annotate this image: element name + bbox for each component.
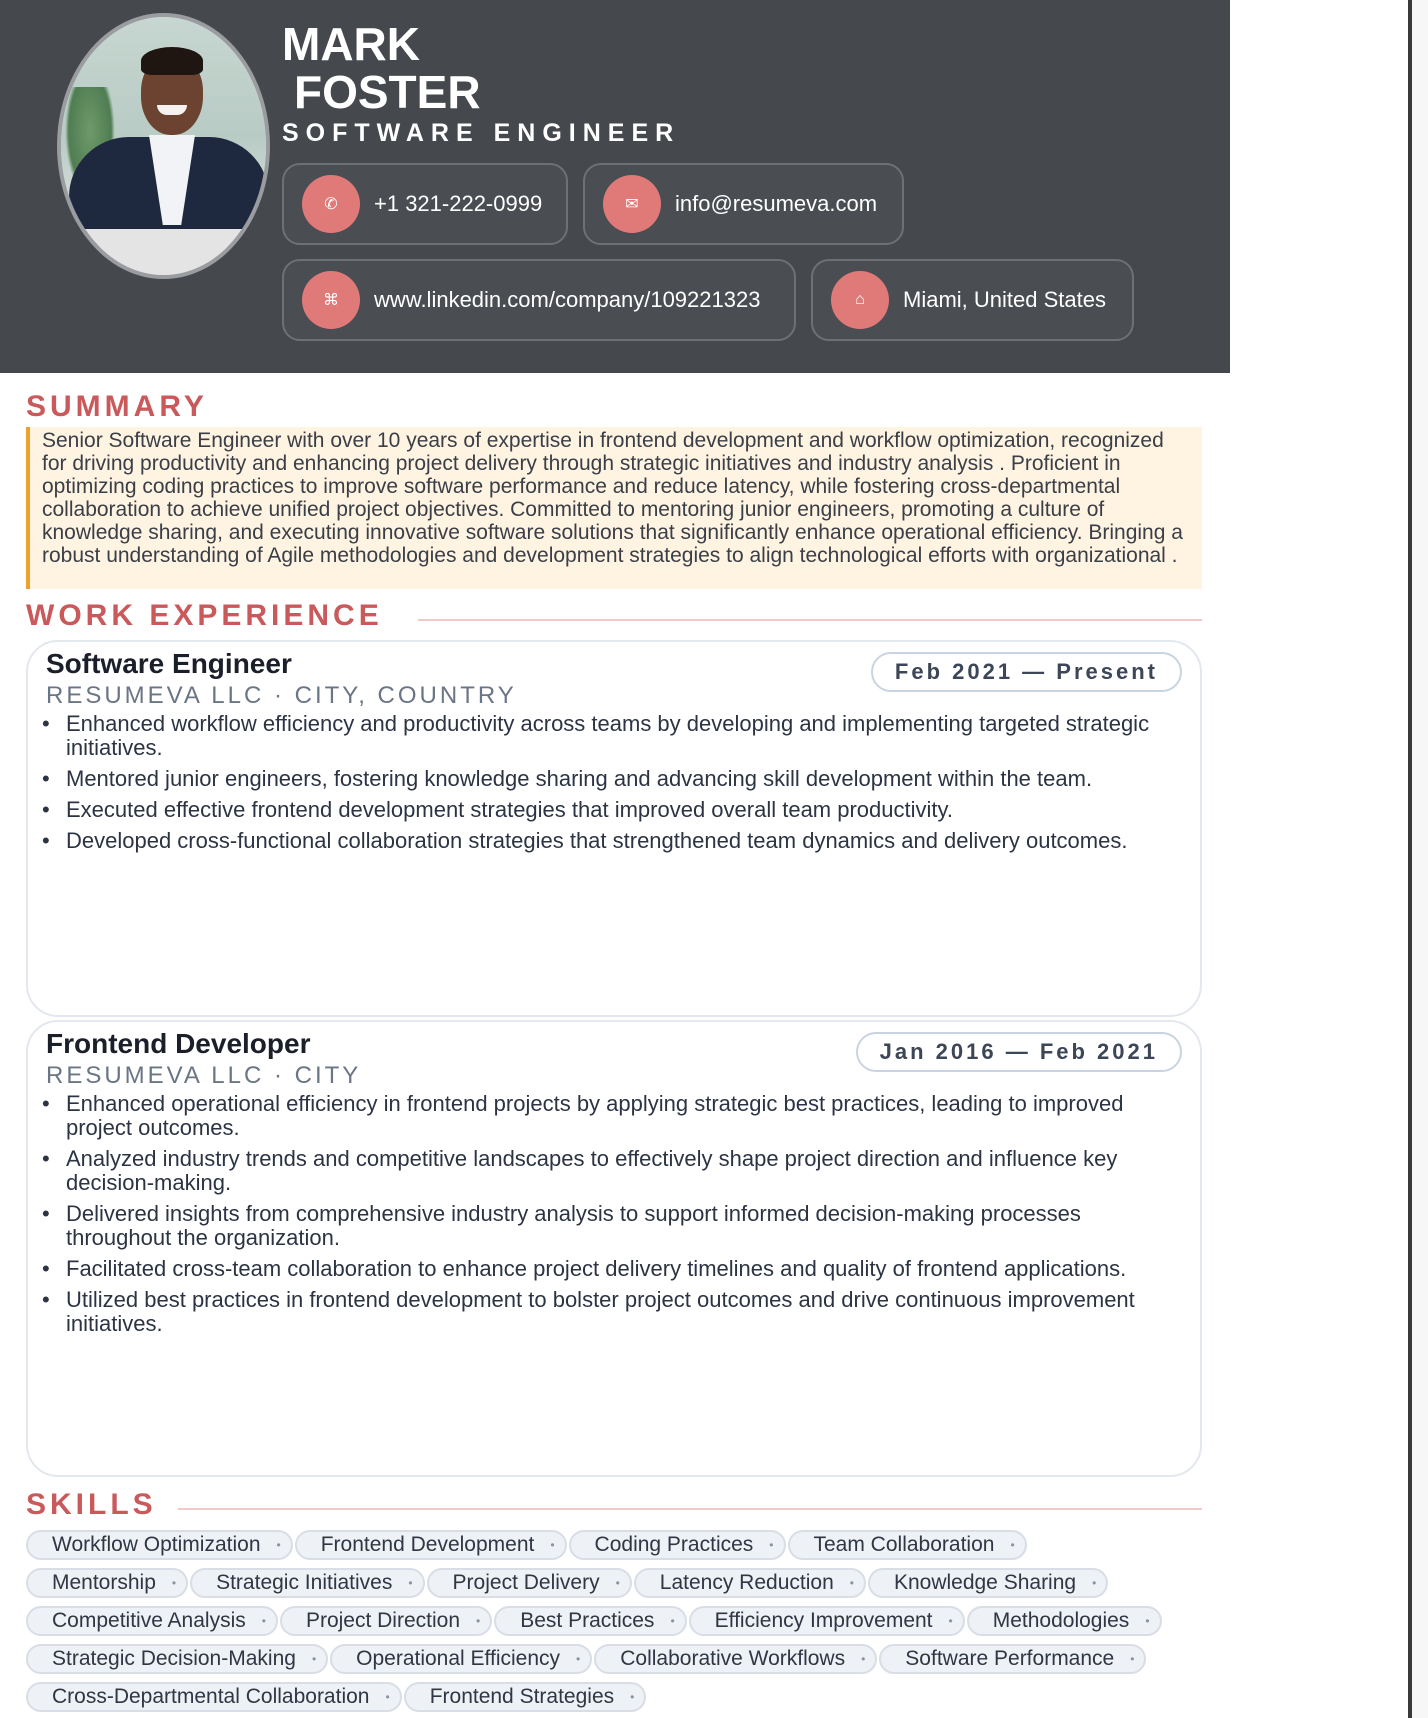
dot-icon: • [476, 1614, 481, 1628]
job-company: RESUMEVA LLC · CITY, COUNTRY [46, 682, 517, 709]
job-bullet: • Utilized best practices in frontend development to bolster project outcomes and drive continuous improvement initiatives. [66, 1288, 1176, 1336]
skill-chip: Team Collaboration • [788, 1530, 1027, 1560]
skill-chip: Best Practices • [494, 1606, 686, 1636]
skills-divider [178, 1508, 1202, 1510]
job-dates-badge: Feb 2021 — Present [871, 652, 1182, 692]
home-icon: ⌂ [831, 271, 889, 329]
experience-heading: WORK EXPERIENCE [26, 599, 383, 632]
job-bullet: • Developed cross-functional collaboration strategies that strengthened team dynamics and delivery outcomes. [66, 829, 1176, 853]
skill-chip: Project Direction • [280, 1606, 492, 1636]
dot-icon: • [1130, 1652, 1135, 1666]
summary-box [26, 427, 1202, 589]
dot-icon: • [670, 1614, 675, 1628]
dot-icon: • [630, 1690, 635, 1704]
job-bullet: • Enhanced workflow efficiency and productivity across teams by developing and implementing targeted strategic initiatives. [66, 712, 1176, 760]
dot-icon: • [385, 1690, 390, 1704]
skill-row [26, 1530, 1206, 1568]
skill-row [26, 1682, 1206, 1718]
skill-chip: Knowledge Sharing • [868, 1568, 1108, 1598]
dot-icon: • [171, 1576, 177, 1590]
skill-chip: Collaborative Workflows • [594, 1644, 877, 1674]
skill-chip: Operational Efficiency • [330, 1644, 592, 1674]
location-text: Miami, United States [903, 287, 1106, 312]
linkedin-text: www.linkedin.com/company/109221323 [374, 287, 761, 312]
email-icon: ✉ [603, 175, 661, 233]
skill-chip: Strategic Decision-Making • [26, 1644, 328, 1674]
skill-chip: Latency Reduction • [634, 1568, 866, 1598]
skill-row [26, 1606, 1206, 1644]
dot-icon: • [276, 1538, 281, 1552]
last-name: FOSTER [294, 66, 481, 118]
summary-heading: SUMMARY [26, 390, 208, 423]
experience-divider [418, 619, 1202, 621]
skill-chip: Workflow Optimization • [26, 1530, 293, 1560]
job-card [26, 640, 1202, 1017]
dot-icon: • [550, 1538, 555, 1552]
skill-chip: Competitive Analysis • [26, 1606, 278, 1636]
dot-icon: • [1092, 1576, 1097, 1590]
skill-chip: Strategic Initiatives • [190, 1568, 424, 1598]
full-name [282, 20, 481, 116]
job-bullet: • Enhanced operational efficiency in frontend projects by applying strategic best practices, leading to improved project outcomes. [66, 1092, 1176, 1140]
dot-icon: • [615, 1576, 620, 1590]
skill-chip: Mentorship • [26, 1568, 188, 1598]
job-dates-badge: Jan 2016 — Feb 2021 [856, 1032, 1182, 1072]
dot-icon: • [849, 1576, 854, 1590]
profile-photo [57, 13, 270, 279]
job-bullet: • Analyzed industry trends and competitive landscapes to effectively shape project direction and influence key decision-making. [66, 1147, 1176, 1195]
resume-header [0, 0, 1230, 373]
job-bullets [66, 1092, 1176, 1343]
job-bullet: • Executed effective frontend development strategies that improved overall team productivity. [66, 798, 1176, 822]
dot-icon: • [861, 1652, 866, 1666]
job-title: Software Engineer [46, 648, 292, 679]
skill-chip: Project Delivery • [427, 1568, 632, 1598]
job-bullets [66, 712, 1176, 860]
skill-chip: Frontend Development • [295, 1530, 567, 1560]
job-role: SOFTWARE ENGINEER [282, 119, 681, 147]
skill-chip: Software Performance • [879, 1644, 1146, 1674]
skill-row [26, 1644, 1206, 1682]
skill-chip: Cross-Departmental Collaboration • [26, 1682, 402, 1712]
contact-email[interactable] [583, 163, 904, 245]
dot-icon: • [948, 1614, 953, 1628]
summary-text: Senior Software Engineer with over 10 years of expertise in frontend development and workflow optimization, recognized for driving productivity and enhancing project delivery through strategic initiatives and industry analysis . Proficient in optimizing coding practices to improve software performance and reduce latency, while fostering cross-departmental collaboration to achieve unified project objectives. Committed to mentoring junior engineers, promoting a culture of knowledge sharing, and executing innovative software solutions that significantly enhance operational efficiency. Bringing a robust understanding of Agile methodologies and development strategies to align technological efforts with organizational . [42, 429, 1183, 567]
dot-icon: • [1010, 1538, 1015, 1552]
job-card [26, 1020, 1202, 1477]
dot-icon: • [1145, 1614, 1150, 1628]
first-name: MARK [282, 18, 420, 70]
skill-chip: Methodologies • [967, 1606, 1162, 1636]
page-edge [1408, 0, 1428, 1718]
contact-location [811, 259, 1134, 341]
skill-chip: Efficiency Improvement • [689, 1606, 965, 1636]
skills-heading: SKILLS [26, 1488, 157, 1521]
job-bullet: • Delivered insights from comprehensive industry analysis to support informed decision-making processes throughout the organization. [66, 1202, 1176, 1250]
job-title: Frontend Developer [46, 1028, 311, 1059]
dot-icon: • [311, 1652, 317, 1666]
contact-phone[interactable] [282, 163, 568, 245]
skills-list [26, 1530, 1206, 1718]
linkedin-icon: ⌘ [302, 271, 360, 329]
dot-icon: • [576, 1652, 581, 1666]
dot-icon: • [408, 1576, 413, 1590]
email-text: info@resumeva.com [675, 191, 878, 216]
phone-text: +1 321-222-0999 [374, 191, 543, 216]
contact-linkedin[interactable] [282, 259, 796, 341]
job-bullet: • Mentored junior engineers, fostering knowledge sharing and advancing skill development within the team. [66, 767, 1176, 791]
phone-icon: ✆ [302, 175, 360, 233]
job-company: RESUMEVA LLC · CITY [46, 1062, 362, 1089]
job-bullet: • Facilitated cross-team collaboration to enhance project delivery timelines and quality of frontend applications. [66, 1257, 1176, 1281]
dot-icon: • [769, 1538, 774, 1552]
skill-row [26, 1568, 1206, 1606]
dot-icon: • [261, 1614, 266, 1628]
skill-chip: Coding Practices • [569, 1530, 786, 1560]
skill-chip: Frontend Strategies • [404, 1682, 647, 1712]
